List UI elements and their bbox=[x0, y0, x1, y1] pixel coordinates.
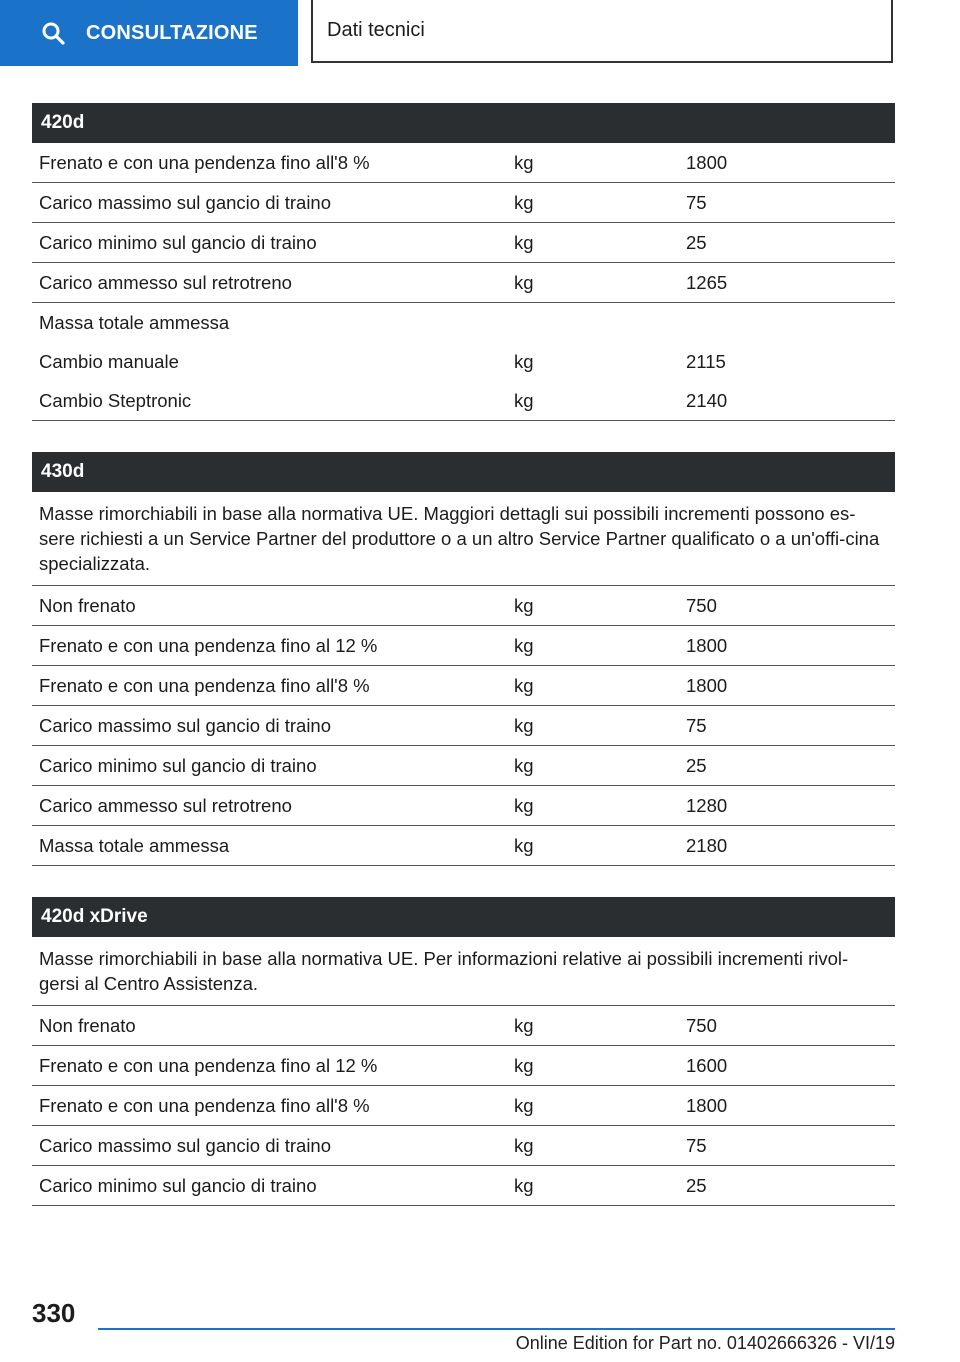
row-unit: kg bbox=[514, 1134, 534, 1156]
table-row bbox=[32, 1006, 895, 1046]
row-unit: kg bbox=[514, 1014, 534, 1036]
table-row bbox=[32, 746, 895, 786]
footer-divider bbox=[98, 1328, 895, 1330]
table-420d bbox=[32, 103, 895, 421]
row-label: Carico minimo sul gancio di traino bbox=[39, 231, 317, 253]
row-unit: kg bbox=[514, 834, 534, 856]
section-title: Dati tecnici bbox=[311, 0, 893, 63]
page-number: 330 bbox=[32, 1298, 76, 1328]
row-unit: kg bbox=[514, 350, 534, 372]
group-label: Massa totale ammessa bbox=[39, 311, 230, 333]
row-value: 1280 bbox=[686, 794, 728, 816]
consultazione-tab[interactable] bbox=[0, 0, 298, 66]
row-label: Non frenato bbox=[39, 594, 136, 616]
table-title: 430d bbox=[32, 452, 895, 492]
row-unit: kg bbox=[514, 594, 534, 616]
table-row bbox=[32, 342, 895, 381]
row-label: Carico ammesso sul retrotreno bbox=[39, 794, 292, 816]
row-value: 1800 bbox=[686, 674, 728, 696]
group-header-row bbox=[32, 303, 895, 342]
row-value: 2140 bbox=[686, 389, 728, 411]
row-label: Carico minimo sul gancio di traino bbox=[39, 1174, 317, 1196]
consultazione-label: CONSULTAZIONE bbox=[86, 21, 258, 44]
table-row bbox=[32, 626, 895, 666]
table-row bbox=[32, 586, 895, 626]
row-unit: kg bbox=[514, 1054, 534, 1076]
row-label: Carico massimo sul gancio di traino bbox=[39, 191, 332, 213]
row-label: Carico ammesso sul retrotreno bbox=[39, 271, 292, 293]
table-row bbox=[32, 381, 895, 421]
row-unit: kg bbox=[514, 754, 534, 776]
table-row bbox=[32, 143, 895, 183]
search-icon bbox=[40, 20, 66, 46]
row-value: 1800 bbox=[686, 151, 728, 173]
row-value: 1600 bbox=[686, 1054, 728, 1076]
row-value: 25 bbox=[686, 1174, 707, 1196]
row-unit: kg bbox=[514, 271, 534, 293]
table-title: 420d xDrive bbox=[32, 897, 895, 937]
row-label: Frenato e con una pendenza fino al 12 % bbox=[39, 634, 378, 656]
row-unit: kg bbox=[514, 231, 534, 253]
row-label: Frenato e con una pendenza fino all'8 % bbox=[39, 151, 370, 173]
row-unit: kg bbox=[514, 389, 534, 411]
row-label: Frenato e con una pendenza fino all'8 % bbox=[39, 1094, 370, 1116]
row-unit: kg bbox=[514, 714, 534, 736]
table-row bbox=[32, 223, 895, 263]
row-value: 750 bbox=[686, 594, 717, 616]
table-row bbox=[32, 706, 895, 746]
row-value: 25 bbox=[686, 231, 707, 253]
row-value: 75 bbox=[686, 1134, 707, 1156]
table-row bbox=[32, 1126, 895, 1166]
row-unit: kg bbox=[514, 794, 534, 816]
row-value: 1265 bbox=[686, 271, 728, 293]
row-label: Massa totale ammessa bbox=[39, 834, 230, 856]
table-430d bbox=[32, 452, 895, 866]
table-note: Masse rimorchiabili in base alla normativa UE. Maggiori dettagli sui possibili incrementi possono es-sere richiesti a un Service Partner del produttore o a un altro Service Partner qualificato o a un'offi-cina specializzata. bbox=[32, 492, 895, 586]
row-unit: kg bbox=[514, 191, 534, 213]
tech-data-content bbox=[32, 103, 895, 1237]
row-value: 2180 bbox=[686, 834, 728, 856]
table-row bbox=[32, 1166, 895, 1206]
table-note: Masse rimorchiabili in base alla normativa UE. Per informazioni relative ai possibili incrementi rivol-gersi al Centro Assistenza. bbox=[32, 937, 895, 1006]
row-value: 1800 bbox=[686, 634, 728, 656]
table-row bbox=[32, 666, 895, 706]
row-value: 1800 bbox=[686, 1094, 728, 1116]
row-label: Cambio manuale bbox=[39, 350, 179, 372]
row-label: Frenato e con una pendenza fino all'8 % bbox=[39, 674, 370, 696]
row-value: 75 bbox=[686, 714, 707, 736]
row-label: Non frenato bbox=[39, 1014, 136, 1036]
row-unit: kg bbox=[514, 151, 534, 173]
table-title: 420d bbox=[32, 103, 895, 143]
table-row bbox=[32, 786, 895, 826]
row-unit: kg bbox=[514, 1094, 534, 1116]
table-row bbox=[32, 826, 895, 866]
row-value: 2115 bbox=[686, 350, 726, 372]
row-label: Cambio Steptronic bbox=[39, 389, 192, 411]
row-unit: kg bbox=[514, 634, 534, 656]
row-label: Carico minimo sul gancio di traino bbox=[39, 754, 317, 776]
row-unit: kg bbox=[514, 1174, 534, 1196]
table-row bbox=[32, 1086, 895, 1126]
row-value: 25 bbox=[686, 754, 707, 776]
edition-text: Online Edition for Part no. 01402666326 - VI/19 bbox=[515, 1333, 895, 1353]
row-label: Carico massimo sul gancio di traino bbox=[39, 1134, 332, 1156]
table-row bbox=[32, 183, 895, 223]
row-value: 75 bbox=[686, 191, 707, 213]
table-row bbox=[32, 1046, 895, 1086]
row-unit: kg bbox=[514, 674, 534, 696]
table-420d-xdrive bbox=[32, 897, 895, 1206]
row-value: 750 bbox=[686, 1014, 717, 1036]
table-row bbox=[32, 263, 895, 303]
row-label: Carico massimo sul gancio di traino bbox=[39, 714, 332, 736]
page-header bbox=[0, 0, 960, 66]
row-label: Frenato e con una pendenza fino al 12 % bbox=[39, 1054, 378, 1076]
